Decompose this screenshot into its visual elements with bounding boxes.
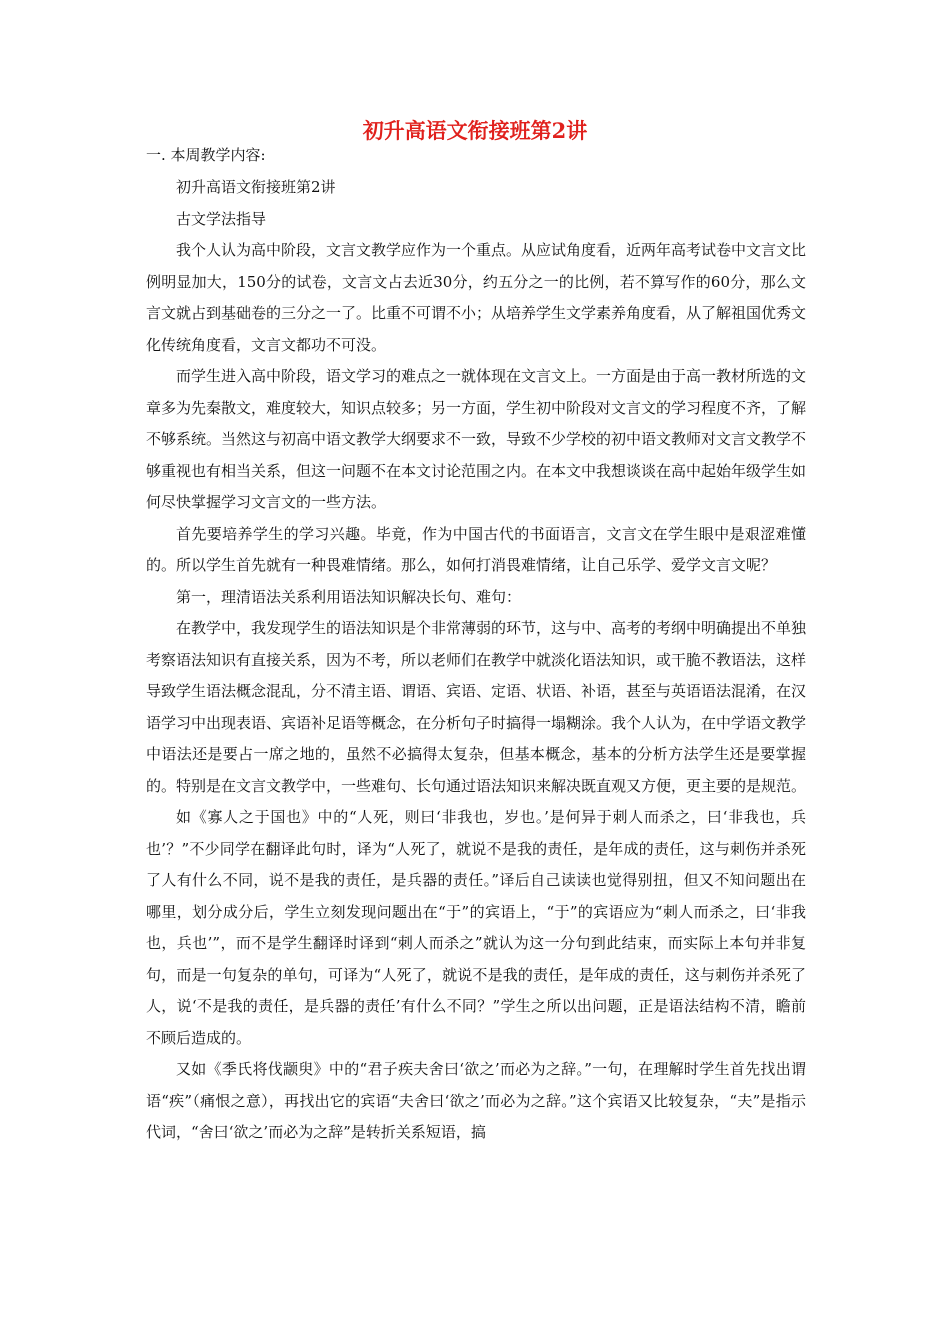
paragraph: 在教学中，我发现学生的语法知识是个非常薄弱的环节，这与中、高考的考纲中明确提出不单独考察语法知识有直接关系，因为不考，所以老师们在教学中就淡化语法知识，或干脆不教语法，这样导致学生语法概念混乱，分不清主语、谓语、宾语、定语、状语、补语，甚至与英语语法混淆，在汉语学习中出现表语、宾语补足语等概念，在分析句子时搞得一塌糊涂。我个人认为，在中学语文教学中语法还是要占一席之地的，虽然不必搞得太复杂，但基本概念，基本的分析方法学生还是要掌握的。特别是在文言文教学中，一些难句、长句通过语法知识来解决既直观又方便，更主要的是规范。 [146, 619, 807, 795]
paragraph: 首先要培养学生的学习兴趣。毕竟，作为中国古代的书面语言，文言文在学生眼中是艰涩难懂的。所以学生首先就有一种畏难情绪。那么，如何打消畏难情绪，让自己乐学、爱学文言文呢？ [146, 524, 806, 574]
paragraph: 我个人认为高中阶段，文言文教学应作为一个重点。从应试角度看，近两年高考试卷中文言文比例明显加大，150分的试卷，文言文占去近30分，约五分之一的比例，若不算写作的60分，那么文言文就占到基础卷的三分之一了。比重不可谓不小；从培养学生文学素养角度看，从了解祖国优秀文化传统角度看，文言文都功不可没。 [146, 241, 807, 354]
document-title: 初升高语文衔接班第2讲 [362, 118, 588, 143]
paragraph: 而学生进入高中阶段，语文学习的难点之一就体现在文言文上。一方面是由于高一教材所选的文章多为先秦散文，难度较大，知识点较多；另一方面，学生初中阶段对文言文的学习程度不齐，了解不够系统。当然这与初高中语文教学大纲要求不一致，导致不少学校的初中语文教师对文言文教学不够重视也有相当关系，但这一问题不在本文讨论范围之内。在本文中我想谈谈在高中起始年级学生如何尽快掌握学习文言文的一些方法。 [146, 367, 807, 511]
paragraph: 初升高语文衔接班第2讲 [176, 178, 336, 196]
paragraph: 又如《季氏将伐颛臾》中的“君子疾夫舍曰‘欲之’而必为之辞。”一句，在理解时学生首先找出谓语“疾”（痛恨之意），再找出它的宾语“夫舍曰‘欲之’而必为之辞。”这个宾语又比较复杂，“夫”是指示代词，“舍曰‘欲之’而必为之辞”是转折关系短语，搞 [146, 1060, 806, 1141]
paragraph: 古文学法指导 [176, 209, 267, 228]
document-body [146, 172, 806, 1149]
paragraph: 如《寡人之于国也》中的“人死，则曰‘非我也，岁也。’是何异于刺人而杀之，曰‘非我也，兵也’？”不少同学在翻译此句时，译为“人死了，就说不是我的责任，是年成的责任，这与刺伤并杀死了人有什么不同，说不是我的责任，是兵器的责任。”译后自己读读也觉得别扭，但又不知问题出在哪里，划分成分后，学生立刻发现问题出在“于”的宾语上，“于”的宾语应为“刺人而杀之，曰‘非我也，兵也’”，而不是学生翻译时译到“刺人而杀之”就认为这一分句到此结束，而实际上本句并非复句，而是一句复杂的单句，可译为“人死了，就说不是我的责任，是年成的责任，这与刺伤并杀死了人，说‘不是我的责任，是兵器的责任’有什么不同？”学生之所以出问题，正是语法结构不清，瞻前不顾后造成的。 [146, 808, 806, 1047]
paragraph: 第一，理清语法关系利用语法知识解决长句、难句： [176, 587, 522, 606]
section-heading: 一. 本周教学内容: [146, 146, 266, 164]
